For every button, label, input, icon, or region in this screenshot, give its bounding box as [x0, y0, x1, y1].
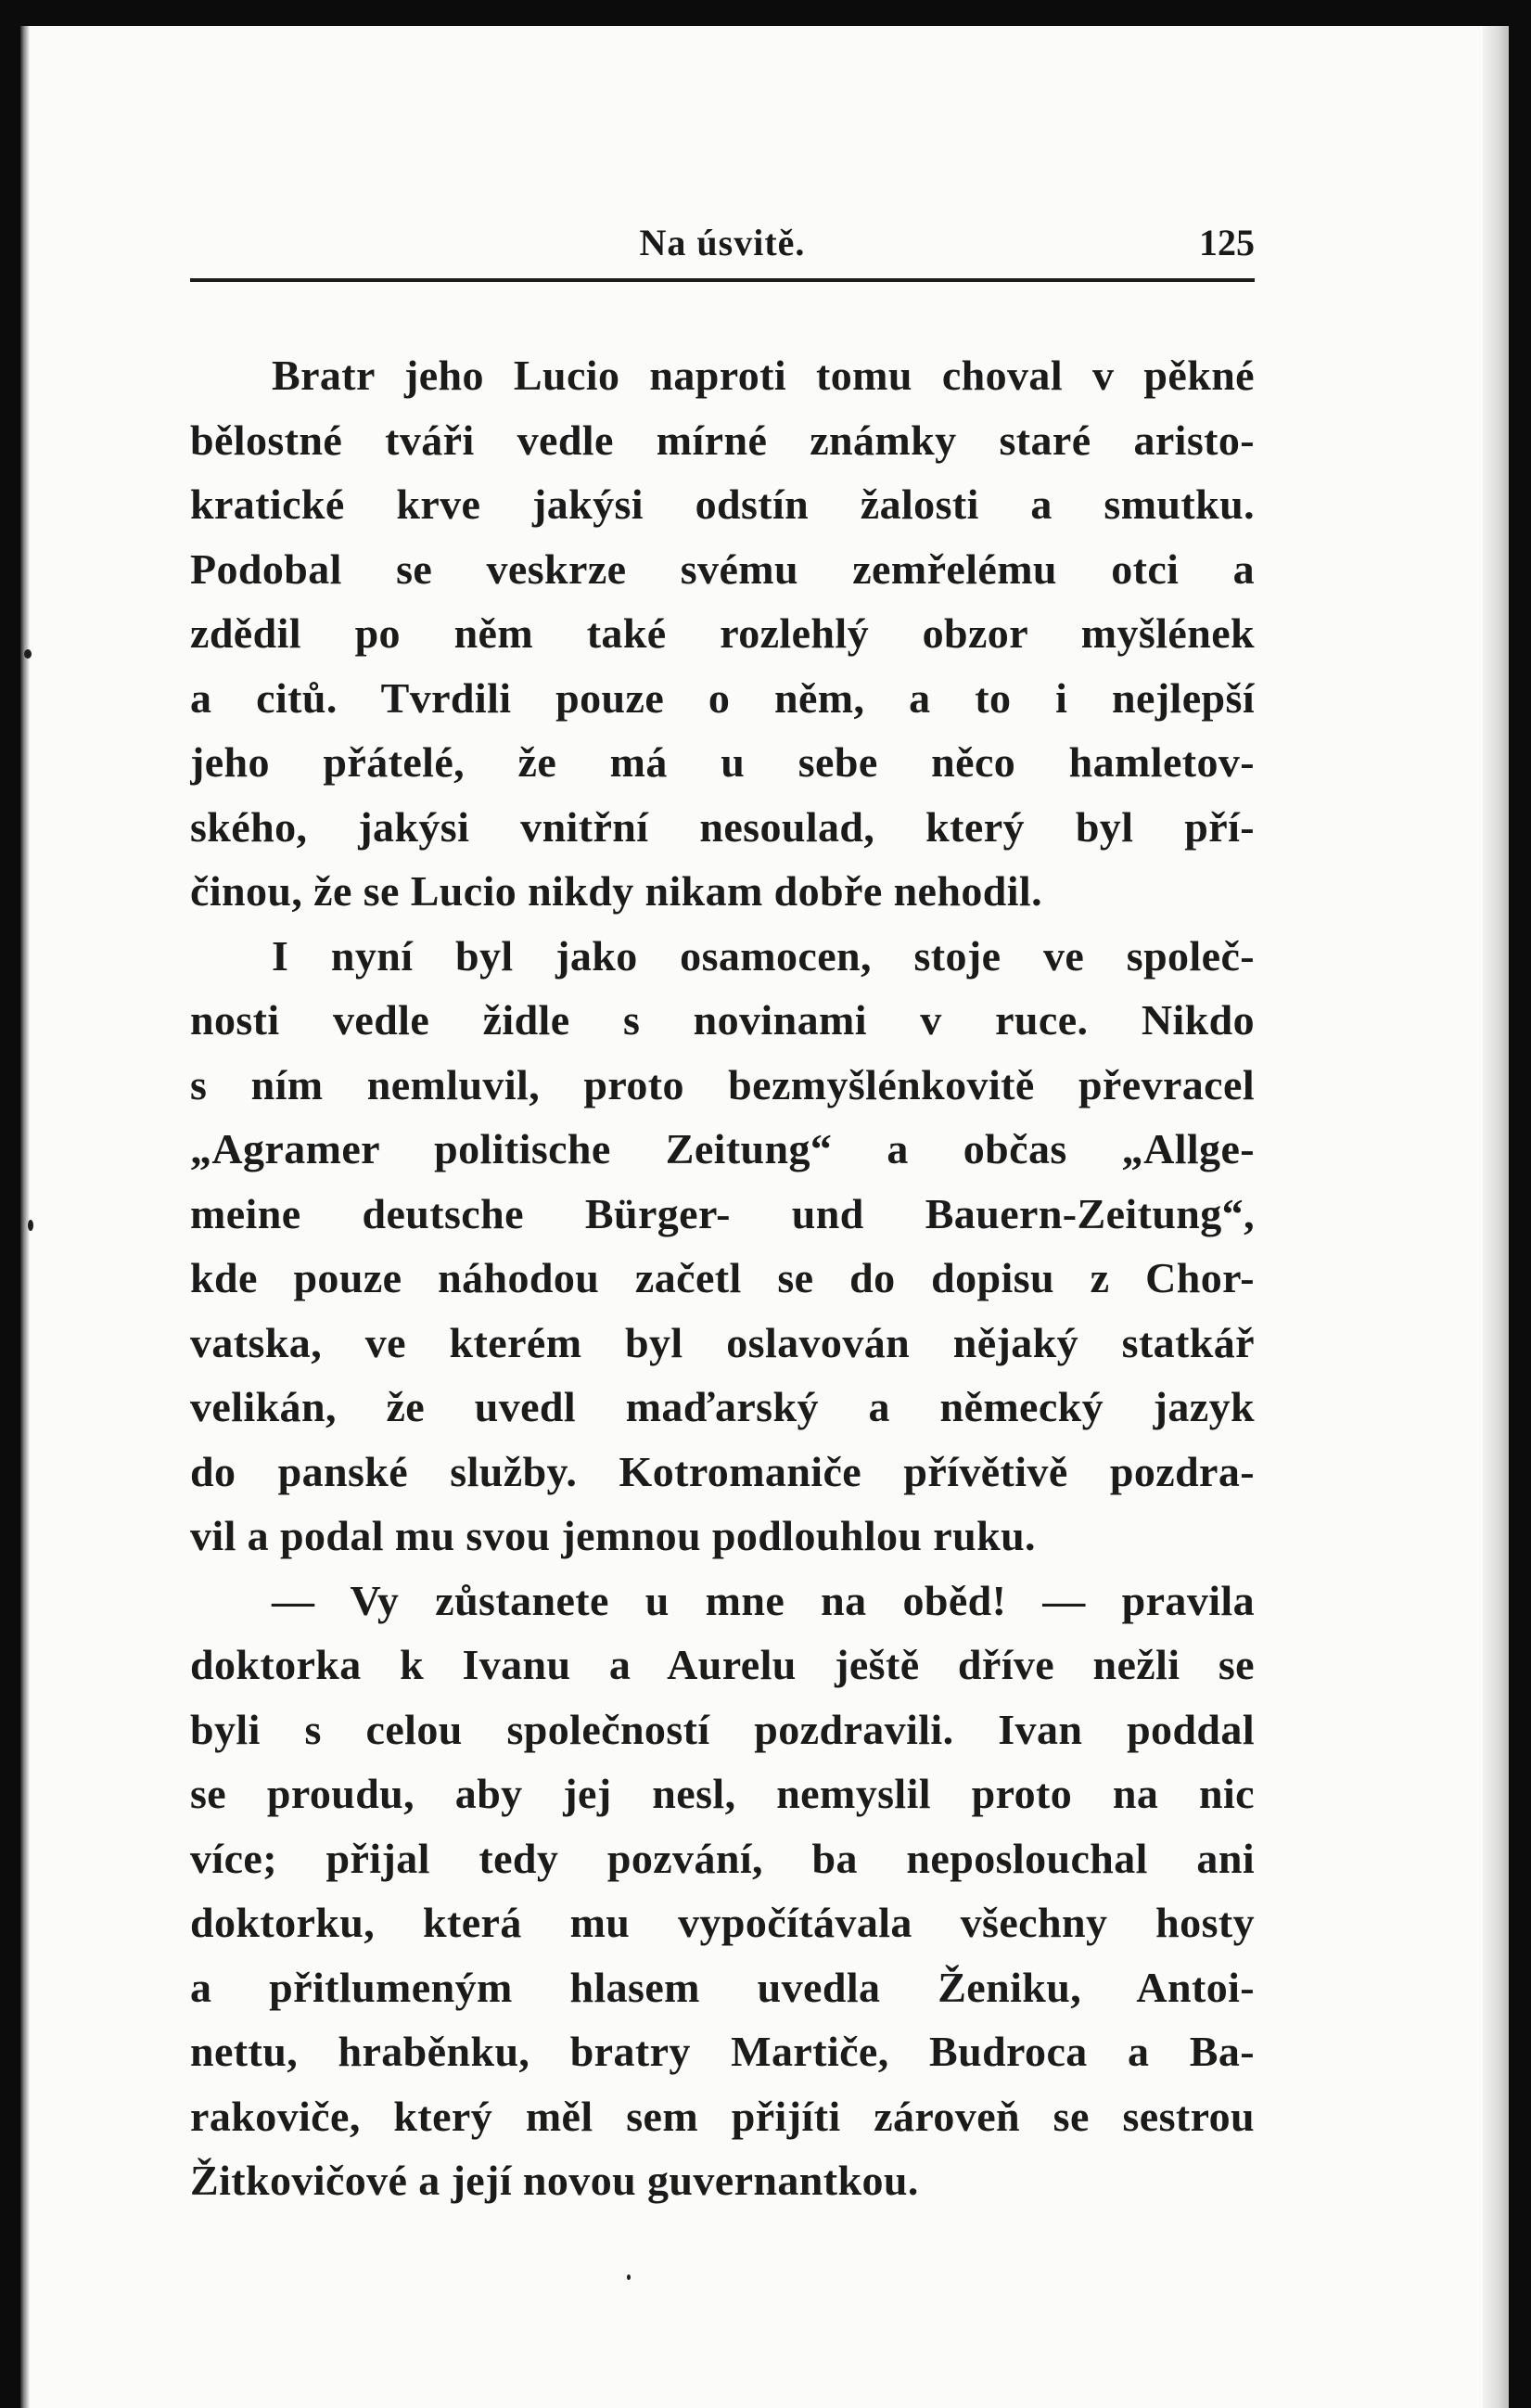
text-line: a přitlumeným hlasem uvedla Ženiku, Antoi-: [190, 1963, 1255, 2011]
text-line: vil a podal mu svou jemnou podlouhlou ruku.: [190, 1512, 1036, 1559]
scan-speck: [627, 2274, 631, 2280]
text-line: nettu, hraběnku, bratry Martiče, Budroca a Ba-: [190, 2028, 1255, 2075]
text-line: činou, že se Lucio nikdy nikam dobře nehodil.: [190, 867, 1042, 915]
text-line: I nyní byl jako osamocen, stoje ve společ-: [272, 931, 1255, 980]
text-line: s ním nemluvil, proto bezmyšlénkovitě převracel: [190, 1060, 1255, 1108]
text-line: zdědil po něm také rozlehlý obzor myšlének: [190, 609, 1255, 657]
page-header: [190, 221, 1255, 276]
binding-edge: [20, 26, 30, 2408]
scan-speck: [24, 649, 32, 659]
text-line: kratické krve jakýsi odstín žalosti a smutku.: [190, 480, 1255, 528]
text-line: a citů. Tvrdili pouze o něm, a to i nejlepší: [190, 673, 1255, 722]
page-number: 125: [1199, 222, 1255, 263]
text-line: ského, jakýsi vnitřní nesoulad, který byl pří-: [190, 802, 1255, 851]
text-line: Bratr jeho Lucio naproti tomu choval v pěkné: [272, 352, 1255, 399]
text-line: jeho přátelé, že má u sebe něco hamletov-: [190, 738, 1255, 786]
text-line: více; přijal tedy pozvání, ba neposlouchal ani: [190, 1834, 1255, 1882]
text-line: — Vy zůstanete u mne na oběd! — pravila: [272, 1576, 1255, 1624]
text-line: se proudu, aby jej nesl, nemyslil proto na nic: [190, 1770, 1255, 1817]
page-edge-shadow: [1483, 26, 1509, 2408]
text-line: Podobal se veskrze svému zemřelému otci a: [190, 544, 1255, 593]
running-title: Na úsvitě.: [639, 222, 806, 263]
text-line: rakoviče, který měl sem přijíti zároveň se sestrou: [190, 2092, 1255, 2140]
text-line: vatska, ve kterém byl oslavován nějaký statkář: [190, 1318, 1255, 1366]
text-line: velikán, že uvedl maďarský a německý jazyk: [190, 1383, 1255, 1430]
text-line: byli s celou společností pozdravili. Ivan poddal: [190, 1705, 1255, 1753]
text-line: kde pouze náhodou začetl se do dopisu z Chor-: [190, 1254, 1255, 1301]
scan-speck: [28, 1220, 33, 1231]
text-line: meine deutsche Bürger- und Bauern-Zeitung“,: [190, 1189, 1255, 1237]
header-rule: [190, 278, 1255, 282]
text-line: bělostné tváři vedle mírné známky staré aristo-: [190, 416, 1255, 464]
text-line: „Agramer politische Zeitung“ a občas „Allge-: [190, 1125, 1255, 1172]
text-line: nosti vedle židle s novinami v ruce. Nikdo: [190, 996, 1255, 1044]
text-line: Žitkovičové a její novou guvernantkou.: [190, 2157, 919, 2204]
text-line: doktorka k Ivanu a Aurelu ještě dříve nežli se: [190, 1641, 1255, 1688]
text-line: do panské služby. Kotromaniče přívětivě pozdra-: [190, 1447, 1255, 1495]
body-text: [190, 343, 1255, 2213]
text-line: doktorku, která mu vypočítávala všechny hosty: [190, 1899, 1255, 1946]
